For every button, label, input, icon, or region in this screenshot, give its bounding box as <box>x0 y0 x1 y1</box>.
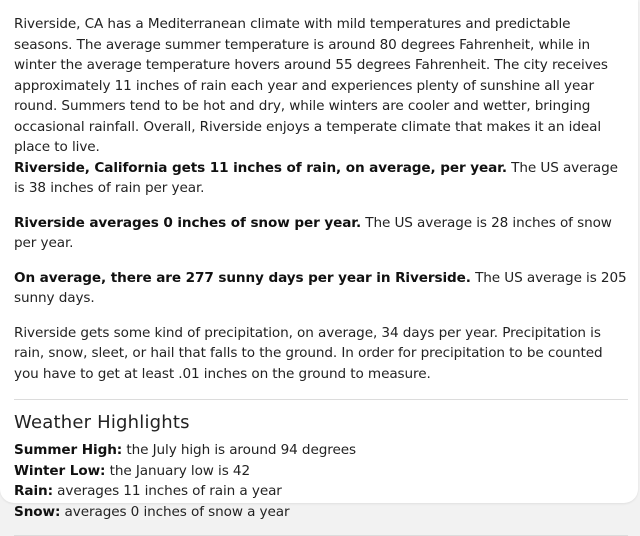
highlight-text: the January low is 42 <box>105 462 251 479</box>
sun-summary <box>14 268 628 309</box>
highlight-summer-high <box>14 440 628 461</box>
highlight-text: the July high is around 94 degrees <box>122 442 356 458</box>
sun-summary-bold: On average, there are 277 sunny days per year in Riverside. <box>14 269 471 286</box>
highlight-label: Rain: <box>14 483 53 499</box>
highlight-text: averages 0 inches of snow a year <box>60 503 290 520</box>
rain-summary <box>14 158 628 199</box>
snow-summary <box>14 213 628 254</box>
rain-summary-rest: The US average is 38 inches of rain per year. <box>14 159 618 196</box>
highlight-label: Snow: <box>14 503 61 520</box>
highlight-winter-low <box>14 461 628 482</box>
highlights-list <box>14 440 628 522</box>
highlight-label: Summer High: <box>14 442 123 458</box>
snow-summary-rest: The US average is 28 inches of snow per year. <box>14 214 612 251</box>
highlight-snow <box>14 502 628 523</box>
section-divider <box>14 399 628 400</box>
highlights-title: Weather Highlights <box>14 412 190 433</box>
rain-summary-bold: Riverside, California gets 11 inches of rain, on average, per year. <box>14 159 507 176</box>
highlight-text: averages 11 inches of rain a year <box>52 483 282 499</box>
climate-intro: Riverside, CA has a Mediterranean climate with mild temperatures and predictable seasons. The average summer temperature is around 80 degrees Fahrenheit, while in winter the average temperature hovers around 55 degrees Fahrenheit. The city receives approximately 11 inches of rain each year and experiences plenty of sunshine all year round. Summers tend to be hot and dry, while winters are cooler and wetter, bringing occasional rainfall. Overall, Riverside enjoys a temperate climate that makes it an ideal place to live. <box>14 16 608 155</box>
snow-summary-bold: Riverside averages 0 inches of snow per year. <box>14 214 362 231</box>
precipitation-summary: Riverside gets some kind of precipitation, on average, 34 days per year. Precipitation is rain, snow, sleet, or hail that falls to the ground. In order for precipitation to be counted you have to get at least .01 inches on the ground to measure. <box>14 324 603 382</box>
highlight-rain <box>14 481 628 502</box>
sun-summary-rest: The US average is 205 sunny days. <box>14 269 627 306</box>
highlight-label: Winter Low: <box>14 462 106 479</box>
